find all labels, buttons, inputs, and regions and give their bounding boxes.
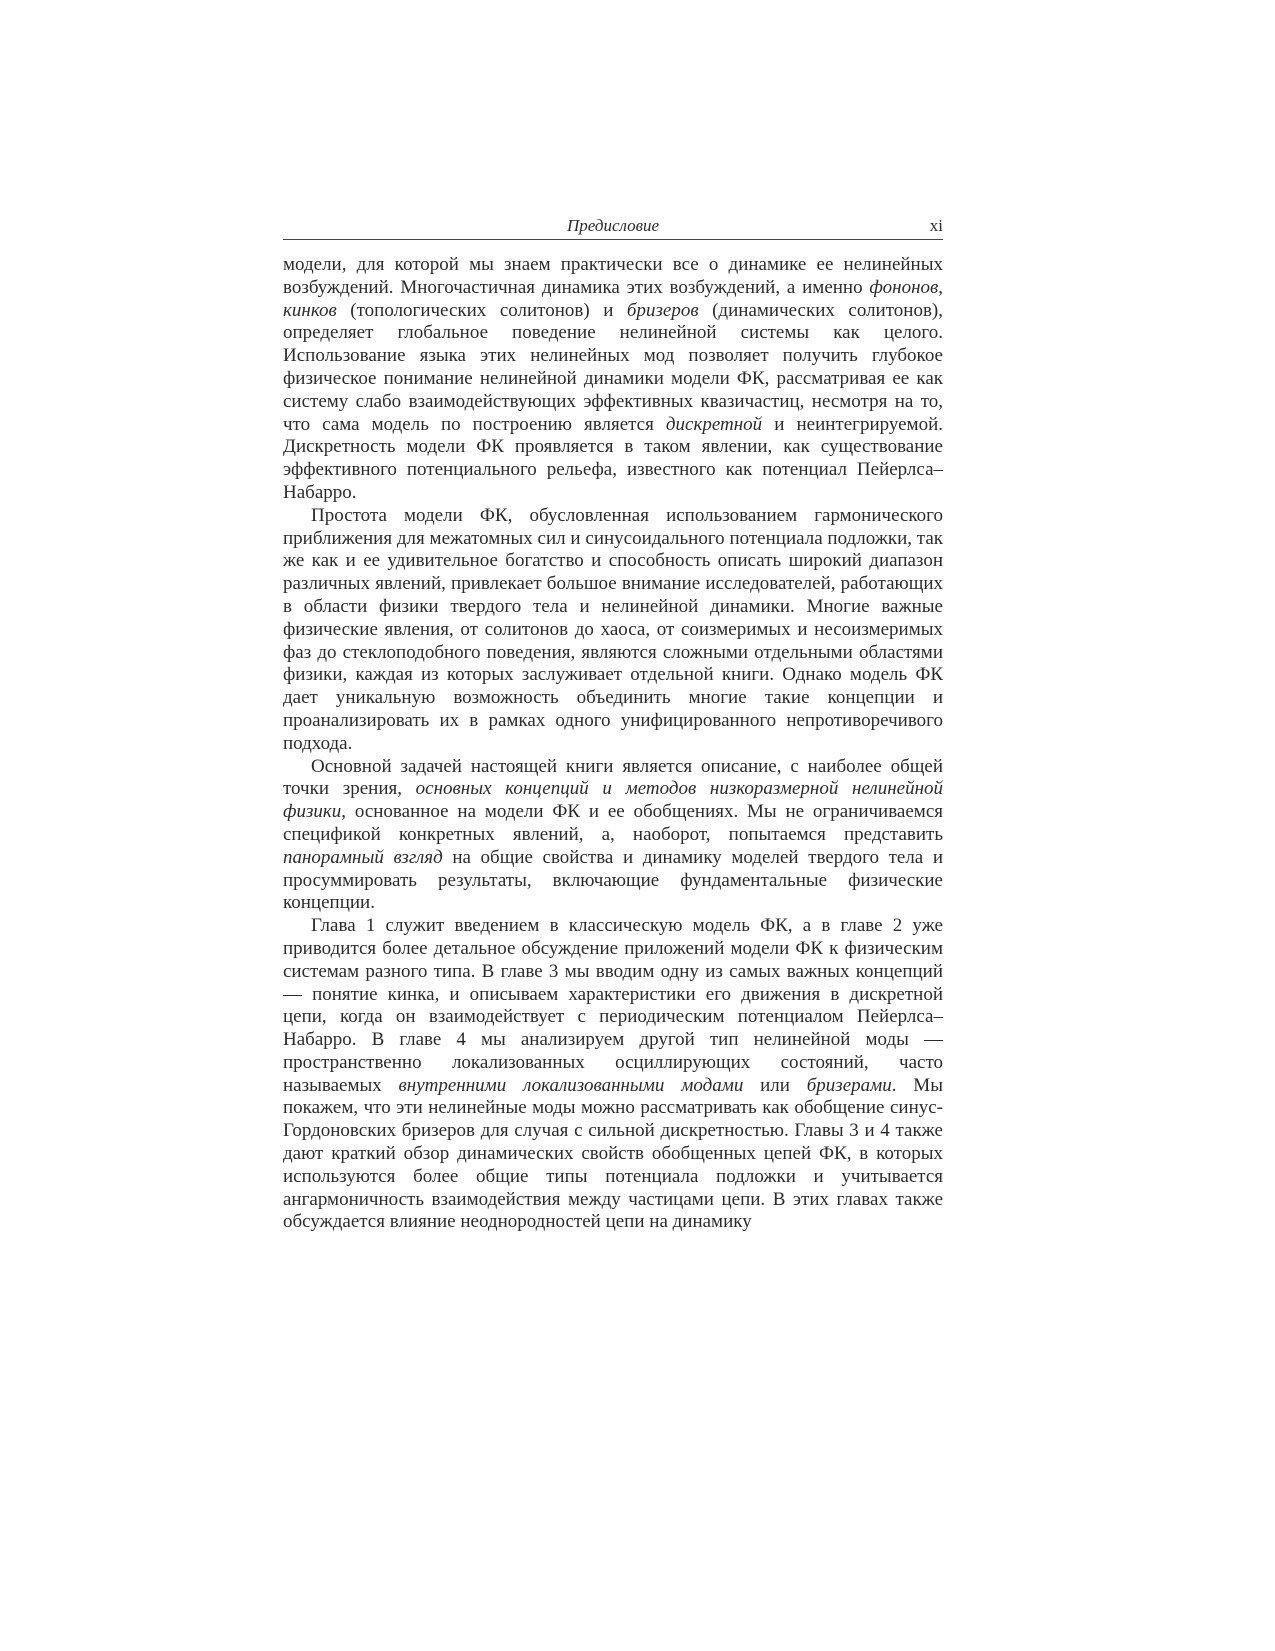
italic-term: основных концепций и методов низкоразмерной нелинейной физики — [283, 778, 943, 823]
text-run: . Мы покажем, что эти нелинейные моды можно рассматривать как обобщение синус-Гордоновских бризеров для случая с сильной дискретностью. Главы 3 и 4 также дают краткий обзор динамических свойств обобщенных цепей ФК, в которых используются более общие типы потенциала подложки и учитывается ангармоничность взаимодействия между частицами цепи. В этих главах также обсуждается влияние неоднородностей цепи на динамику — [283, 1074, 943, 1233]
running-title: Предисловие — [566, 216, 660, 235]
running-header — [283, 215, 943, 240]
page-number: xi — [929, 216, 943, 235]
text-run: на общие свойства и динамику моделей твердого тела и просуммировать результаты, включающие фундаментальные физические концепции. — [283, 846, 943, 914]
text-run: , — [938, 276, 943, 298]
text-run: или — [743, 1074, 807, 1096]
text-run: Основной задачей настоящей книги является описание, с наиболее общей точки зрения, — [283, 755, 943, 800]
text-run: (динамических солитонов), определяет глобальное поведение нелинейной системы как целого. Использование языка этих нелинейных мод позволяет получить глубокое физическое понимание нелинейной динамики модели ФК, рассматривая ее как систему слабо взаимодействующих эффективных квазичастиц, несмотря на то, что сама модель по построению является — [283, 299, 943, 435]
text-run: Простота модели ФК, обусловленная использованием гармонического приближения для межатомных сил и синусоидального потенциала подложки, так же как и ее удивительное богатство и способность описать широкий диапазон различных явлений, привлекает большое внимание исследователей, работающих в области физики твердого тела и нелинейной динамики. Многие важные физические явления, от солитонов до хаоса, от соизмеримых и несоизмеримых фаз до стеклоподобного поведения, являются сложными отдельными областями физики, каждая из которых заслуживает отдельной книги. Однако модель ФК дает уникальную возможность объединить многие такие концепции и проанализировать их в рамках одного унифицированного непротиворечивого подхода. — [283, 504, 943, 754]
paragraph-3 — [283, 756, 943, 916]
italic-term: бризерами — [806, 1074, 892, 1096]
text-run: модели, для которой мы знаем практически все о динамике ее нелинейных возбуждений. Многочастичная динамика этих возбуждений, а именно — [283, 254, 943, 298]
italic-term: кинков — [283, 299, 337, 321]
text-run: Глава 1 служит введением в классическую модель ФК, а в главе 2 уже приводится более детальное обсуждение приложений модели ФК к физическим системам разного типа. В главе 3 мы вводим одну из самых важных концепций — понятие кинка, и описываем характеристики его движения в дискретной цепи, когда он взаимодействует с периодическим потенциалом Пейерлса–Набарро. В главе 4 мы анализируем другой тип нелинейной моды — пространственно локализованных осциллирующих состояний, часто называемых — [283, 915, 943, 1096]
book-page — [283, 215, 943, 1234]
text-run: (топологических солитонов) и — [336, 299, 627, 321]
text-run: и неинтегрируемой. Дискретность модели ФК проявляется в таком явлении, как существование эффективного потенциального рельефа, известного как потенциал Пейерлса–Набарро. — [283, 413, 943, 503]
text-run: , основанное на модели ФК и ее обобщениях. Мы не ограничиваемся спецификой конкретных явлений, а, наоборот, попытаемся представить — [283, 801, 943, 845]
italic-term: дискретной — [665, 413, 763, 435]
paragraph-4 — [283, 915, 943, 1234]
body-text — [283, 254, 943, 1234]
italic-term: фононов — [869, 276, 939, 298]
paragraph-1 — [283, 254, 943, 505]
italic-term: бризеров — [626, 299, 699, 321]
italic-term: панорамный взгляд — [283, 846, 443, 868]
paragraph-2 — [283, 505, 943, 756]
italic-term: внутренними локализованными модами — [398, 1074, 744, 1096]
